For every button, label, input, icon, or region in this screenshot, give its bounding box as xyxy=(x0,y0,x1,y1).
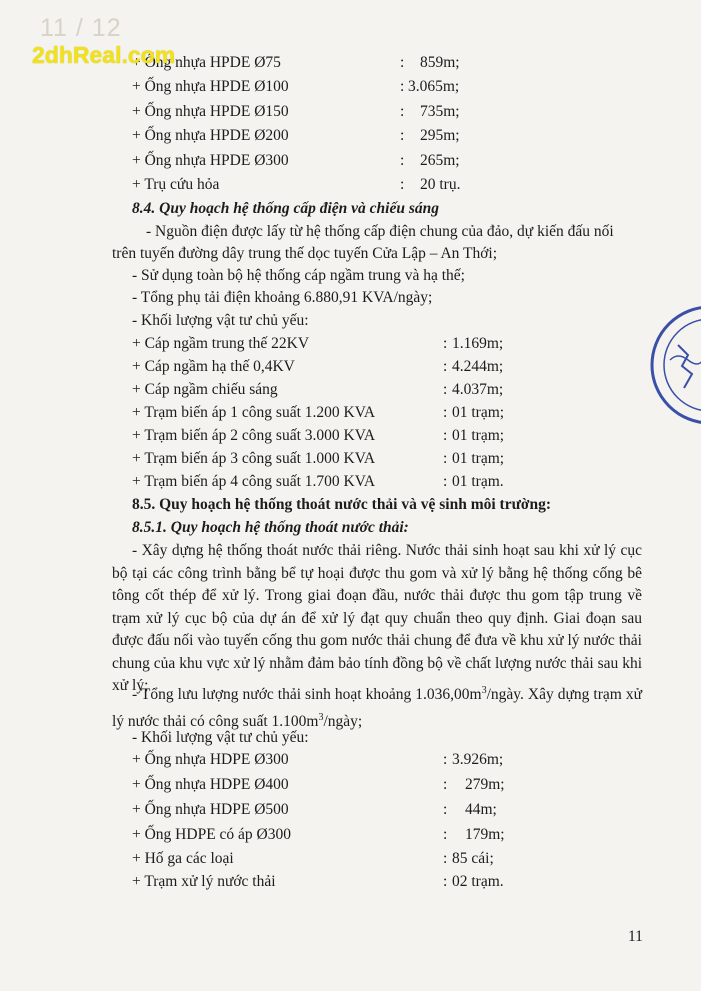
item-label: + Ống HDPE có áp Ø300 xyxy=(132,826,291,843)
item-label: + Cáp ngầm hạ thế 0,4KV xyxy=(132,358,295,375)
superscript: 3 xyxy=(318,711,324,723)
item-label: + Ống nhựa HPDE Ø300 xyxy=(132,152,289,169)
section-heading: 8.5. Quy hoạch hệ thống thoát nước thải và vệ sinh môi trường: xyxy=(132,496,551,513)
item-label: + Ống nhựa HPDE Ø150 xyxy=(132,103,289,120)
item-value: 859m; xyxy=(420,54,460,71)
item-label: + Ống nhựa HDPE Ø300 xyxy=(132,751,289,768)
item-value: 20 trụ. xyxy=(420,176,461,193)
paragraph-text: /ngày; xyxy=(323,712,363,730)
item-value: 44m; xyxy=(465,801,497,818)
item-value: 01 trạm; xyxy=(452,404,505,421)
item-label: + Trạm biến áp 4 công suất 1.700 KVA xyxy=(132,473,376,490)
item-label: + Ống nhựa HDPE Ø500 xyxy=(132,801,289,818)
item-label: + Cáp ngầm trung thế 22KV xyxy=(132,335,310,352)
item-value: 4.037m; xyxy=(452,381,504,398)
bullet-text: - Tổng phụ tải điện khoảng 6.880,91 KVA/ngày; xyxy=(132,289,433,306)
paragraph-text: /ngày. Xây dựng trạm xử lý nước thải có công suất 1.100m xyxy=(112,686,642,730)
paragraph-line: - Nguồn điện được lấy từ hệ thống cấp điện chung của đảo, dự kiến đấu nối xyxy=(146,223,614,240)
item-label: + Trạm biến áp 3 công suất 1.000 KVA xyxy=(132,450,376,467)
item-label: + Trạm biến áp 1 công suất 1.200 KVA xyxy=(132,404,376,421)
stamp-seal-icon xyxy=(648,300,701,430)
paragraph-line: trên tuyến đường dây trung thế dọc tuyến Cửa Lập – An Thới; xyxy=(112,245,498,262)
item-value: 265m; xyxy=(420,152,460,169)
item-label: + Ống nhựa HDPE Ø400 xyxy=(132,776,289,793)
item-label: + Cáp ngầm chiếu sáng xyxy=(132,381,278,398)
item-value: 01 trạm; xyxy=(452,450,505,467)
item-value: 3.065m; xyxy=(408,78,460,95)
superscript: 3 xyxy=(481,685,487,696)
page-indicator: 11 / 12 xyxy=(40,14,122,42)
item-label: + Ống nhựa HPDE Ø200 xyxy=(132,127,289,144)
subsection-heading: 8.5.1. Quy hoạch hệ thống thoát nước thải: xyxy=(132,519,409,536)
item-label: + Ống nhựa HPDE Ø75 xyxy=(132,54,281,71)
bullet-text: - Khối lượng vật tư chủ yếu: xyxy=(132,312,309,329)
bullet-text: - Sử dụng toàn bộ hệ thống cáp ngầm trung và hạ thế; xyxy=(132,267,465,284)
item-label: + Ống nhựa HPDE Ø100 xyxy=(132,78,289,95)
item-value: 85 cái; xyxy=(452,850,494,867)
page-number: 11 xyxy=(628,928,643,945)
item-value: 295m; xyxy=(420,127,460,144)
paragraph: - Xây dựng hệ thống thoát nước thải riêng. Nước thải sinh hoạt sau khi xử lý cục bộ tại các công trình bằng bể tự hoại được thu gom và xử lý bằng hệ thống cống bê tông cốt thép để xử lý. Trong giai đoạn đầu, nước thải được thu gom tập trung về trạm xử lý cục bộ của dự án để xử lý đạt quy chuẩn theo quy định. Giai đoạn sau được đấu nối vào tuyến cống thu gom nước thải chung để đưa về khu xử lý nước thải chung của khu vực xử lý nhằm đảm bảo tính đồng bộ về chất lượng nước thải sau khi xử lý; xyxy=(112,542,642,694)
bullet-text: - Khối lượng vật tư chủ yếu: xyxy=(132,729,309,746)
item-value: 1.169m; xyxy=(452,335,504,352)
item-value: 4.244m; xyxy=(452,358,504,375)
item-value: 279m; xyxy=(465,776,505,793)
item-value: 01 trạm; xyxy=(452,427,505,444)
item-value: 01 trạm. xyxy=(452,473,504,490)
item-value: 179m; xyxy=(465,826,505,843)
section-heading: 8.4. Quy hoạch hệ thống cấp điện và chiếu sáng xyxy=(132,200,440,217)
item-value: 02 trạm. xyxy=(452,873,504,890)
item-label: + Trạm xử lý nước thải xyxy=(132,873,276,890)
item-value: 735m; xyxy=(420,103,460,120)
watermark-logo: 2dhReal.com xyxy=(32,42,176,68)
item-label: + Hố ga các loại xyxy=(132,850,234,867)
item-label: + Trạm biến áp 2 công suất 3.000 KVA xyxy=(132,427,376,444)
paragraph-text: - Tổng lưu lượng nước thải sinh hoạt khoảng 1.036,00m xyxy=(132,686,482,704)
item-value: 3.926m; xyxy=(452,751,504,768)
item-label: + Trụ cứu hỏa xyxy=(132,176,220,193)
paragraph xyxy=(112,680,642,733)
